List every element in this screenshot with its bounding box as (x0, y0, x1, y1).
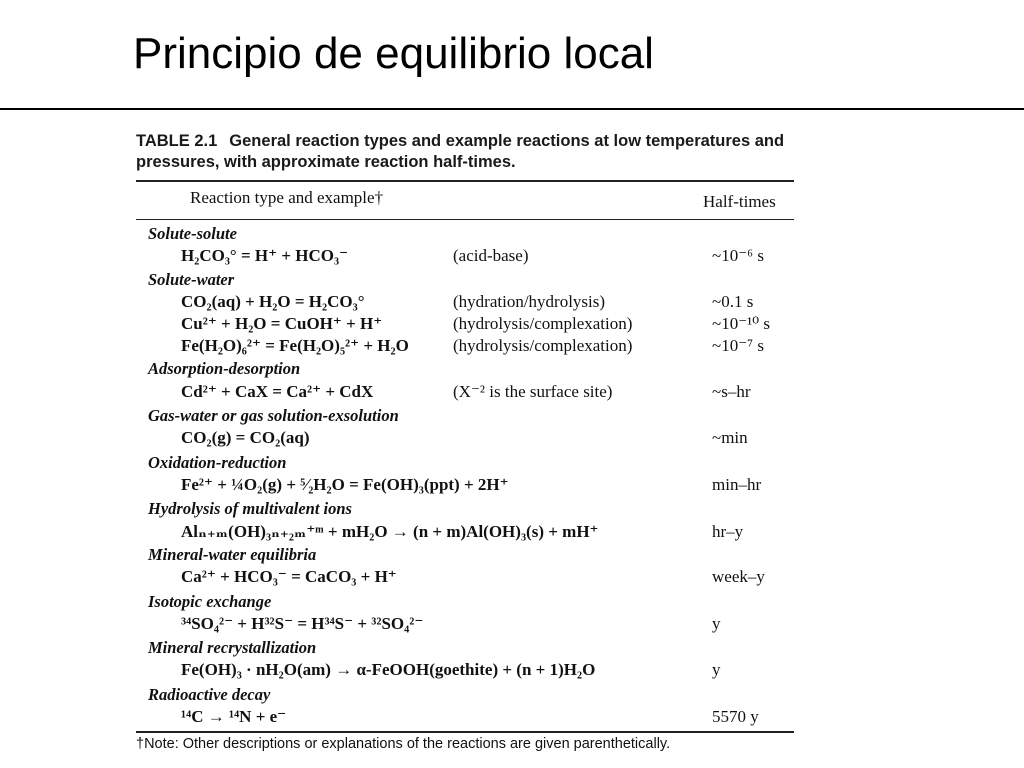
column-header-half-times: Half-times (703, 192, 776, 211)
table-row (0, 426, 1024, 449)
table-row (0, 612, 1024, 635)
reaction-equation: ³⁴SO₄²⁻ + H³²S⁻ = H³⁴S⁻ + ³²SO₄²⁻ (181, 614, 424, 633)
table-caption (136, 131, 786, 173)
half-time: ~10⁻⁷ s (712, 336, 764, 355)
reaction-equation: Ca²⁺ + HCO₃⁻ = CaCO₃ + H⁺ (181, 567, 397, 586)
reaction-equation: Fe(OH)₃ · nH₂O(am) → α-FeOOH(goethite) + (n + 1)H₂O (181, 660, 596, 679)
table-bottom-rule (136, 731, 794, 733)
slide-title: Principio de equilibrio local (133, 29, 654, 78)
category-label: Radioactive decay (148, 685, 271, 704)
table-row (0, 244, 1024, 267)
reaction-note: (X⁻² is the surface site) (453, 382, 613, 401)
half-time: y (712, 614, 721, 633)
reaction-equation: Fe²⁺ + ¼O₂(g) + ⁵⁄₂H₂O = Fe(OH)₃(ppt) + 2H⁺ (181, 475, 509, 494)
reaction-equation: CO₂(aq) + H₂O = H₂CO₃° (181, 292, 365, 311)
table-row (0, 658, 1024, 681)
reaction-note: (acid-base) (453, 246, 529, 265)
table-label: TABLE 2.1 (136, 132, 218, 150)
table-row (0, 520, 1024, 543)
table-caption-text: General reaction types and example reactions at low temperatures and pressures, with approximate reaction half-times. (136, 132, 785, 171)
category-label: Solute-solute (148, 224, 237, 243)
category-label: Isotopic exchange (148, 592, 272, 611)
column-header-reaction: Reaction type and example† (190, 188, 384, 207)
half-time: ~min (712, 428, 748, 447)
category-label: Adsorption-desorption (148, 359, 301, 378)
reaction-note: (hydrolysis/complexation) (453, 336, 633, 355)
half-time: 5570 y (712, 707, 759, 726)
half-time: ~s–hr (712, 382, 751, 401)
category-label: Hydrolysis of multivalent ions (148, 499, 352, 518)
table-footnote: †Note: Other descriptions or explanations of the reactions are given parenthetically. (136, 736, 671, 752)
reaction-equation: Cd²⁺ + CaX = Ca²⁺ + CdX (181, 382, 374, 401)
reaction-note: (hydrolysis/complexation) (453, 314, 633, 333)
reaction-equation: CO₂(g) = CO₂(aq) (181, 428, 310, 447)
table-row (0, 290, 1024, 313)
category-label: Solute-water (148, 270, 235, 289)
table-row (0, 473, 1024, 496)
reaction-equation: H₂CO₃° = H⁺ + HCO₃⁻ (181, 246, 349, 265)
half-time: y (712, 660, 721, 679)
category-label: Mineral recrystallization (148, 638, 317, 657)
half-time: hr–y (712, 522, 744, 541)
reaction-equation: ¹⁴C → ¹⁴N + e⁻ (181, 707, 287, 726)
half-time: ~10⁻⁶ s (712, 246, 764, 265)
table-row (0, 312, 1024, 335)
table-row (0, 565, 1024, 588)
title-divider (0, 108, 1024, 110)
category-label: Oxidation-reduction (148, 453, 287, 472)
half-time: ~10⁻¹⁰ s (712, 314, 770, 333)
half-time: ~0.1 s (712, 292, 754, 311)
table-row (0, 705, 1024, 728)
half-time: min–hr (712, 475, 762, 494)
table-header-rule (136, 219, 794, 220)
reaction-note: (hydration/hydrolysis) (453, 292, 606, 311)
reaction-equation: Cu²⁺ + H₂O = CuOH⁺ + H⁺ (181, 314, 383, 333)
half-time: week–y (712, 567, 765, 586)
table-row (0, 334, 1024, 357)
reaction-equation: Fe(H₂O)₆²⁺ = Fe(H₂O)₅²⁺ + H₂O (181, 336, 409, 355)
table-row (0, 380, 1024, 403)
category-label: Mineral-water equilibria (148, 545, 317, 564)
table-top-rule (136, 180, 794, 182)
category-label: Gas-water or gas solution-exsolution (148, 406, 399, 425)
reaction-equation: Alₙ₊ₘ(OH)₃ₙ₊₂ₘ⁺ᵐ + mH₂O → (n + m)Al(OH)₃(s) + mH⁺ (181, 522, 599, 541)
